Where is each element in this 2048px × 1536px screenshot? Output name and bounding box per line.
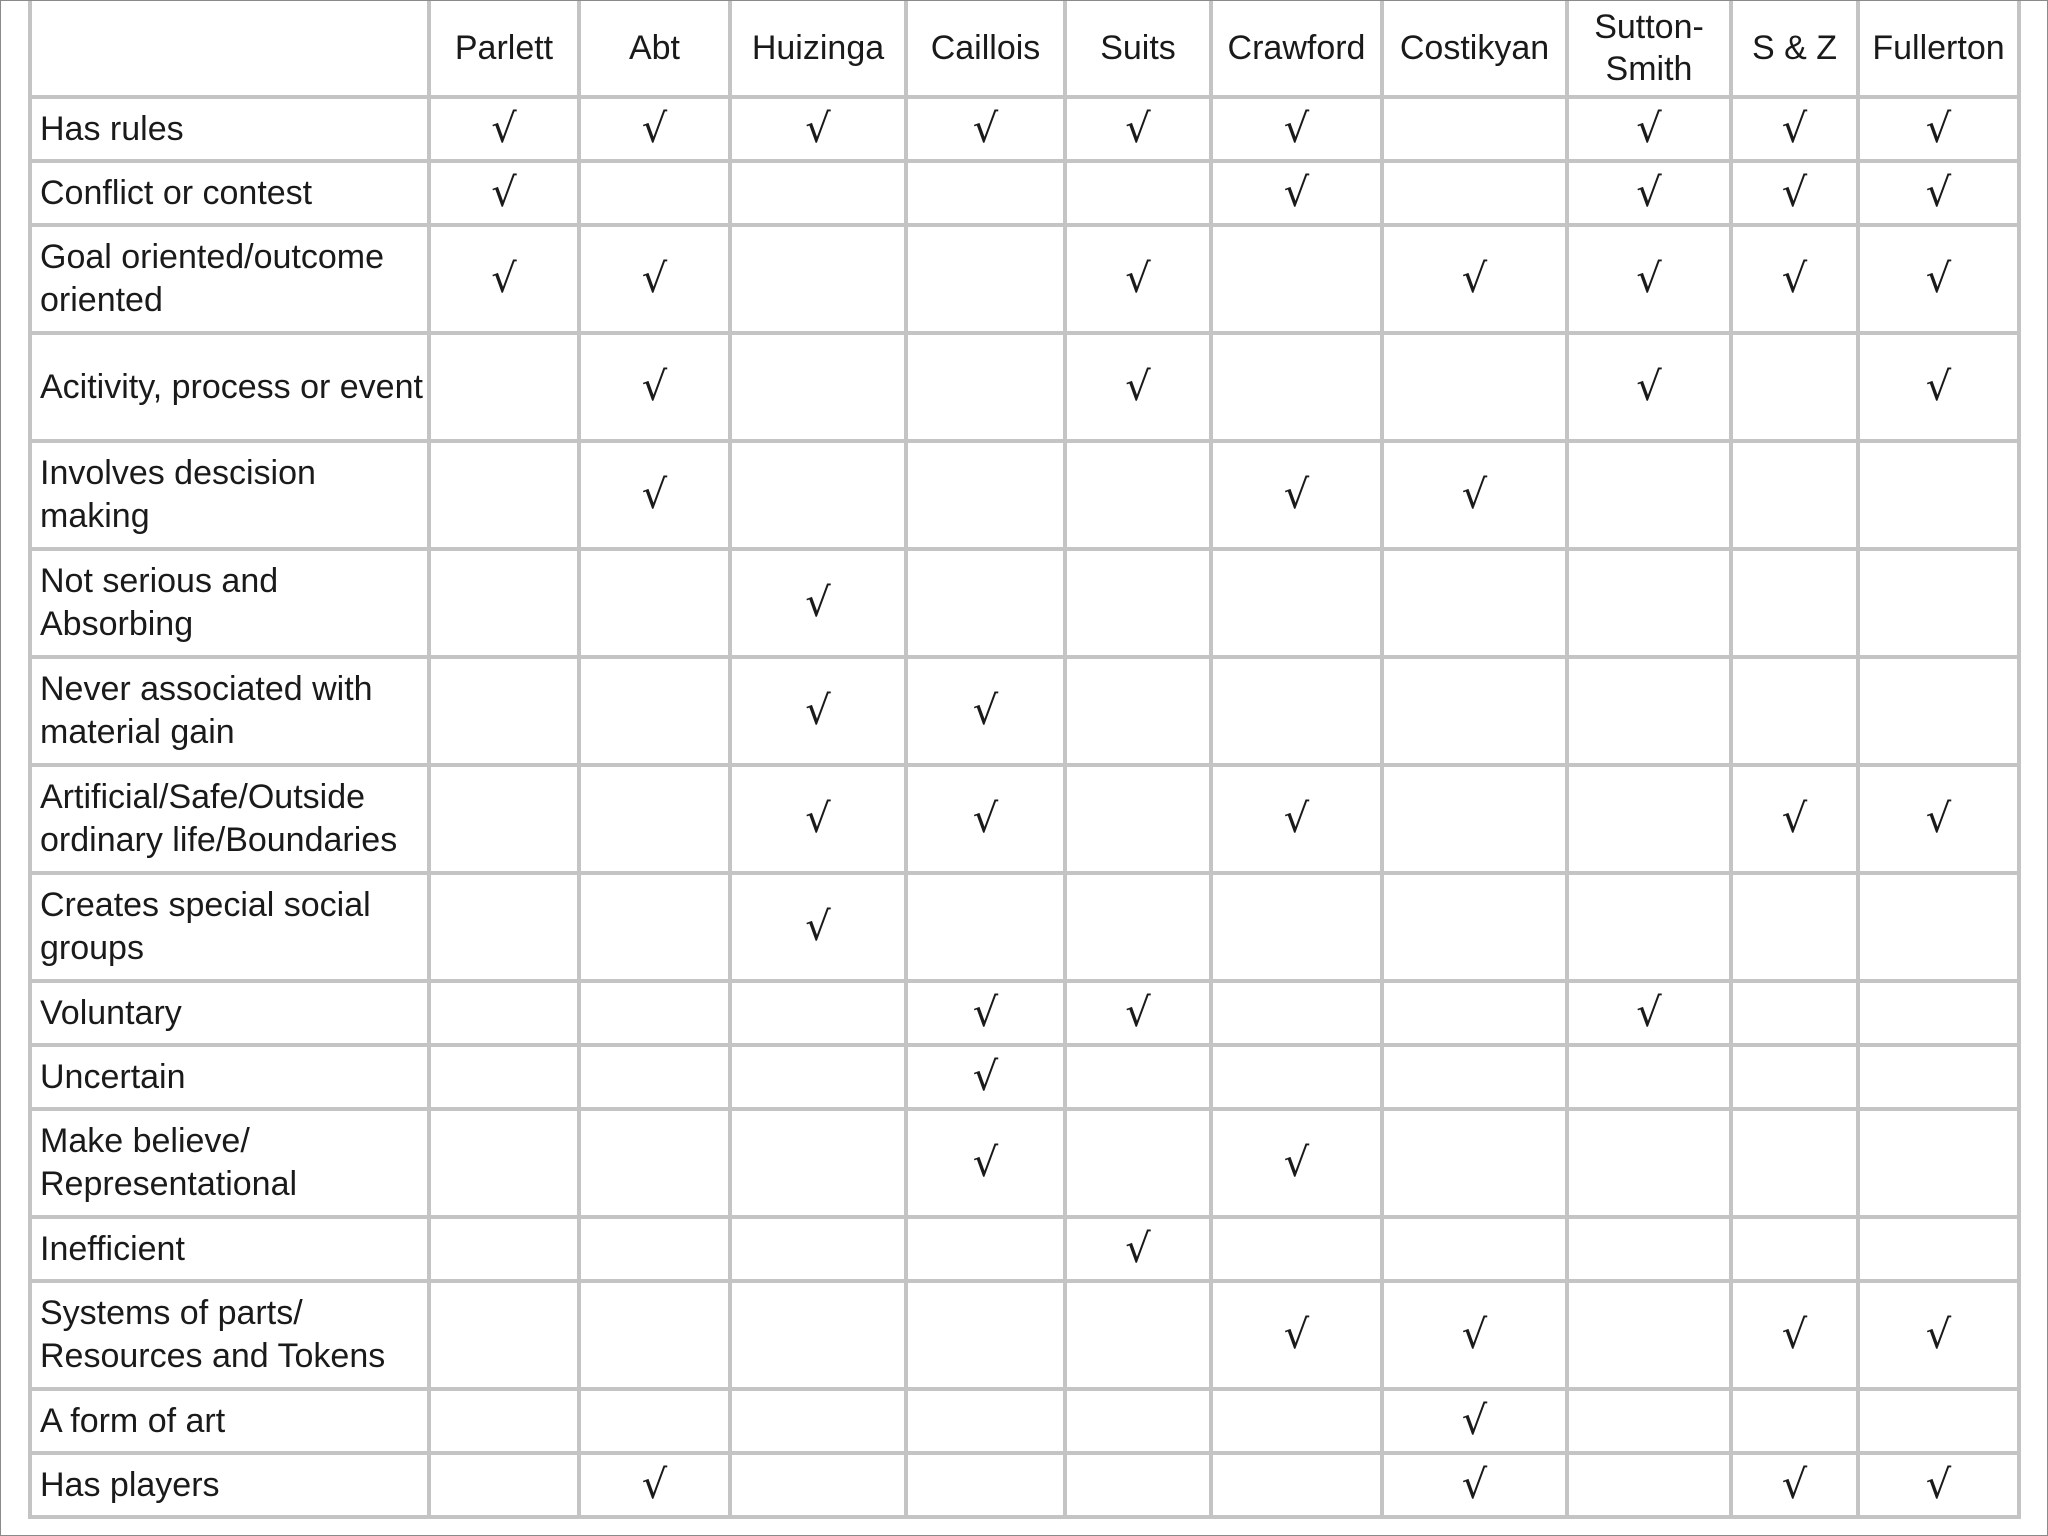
table-cell [1211,981,1382,1045]
check-mark-icon: √ [641,472,668,518]
table-cell [1567,1453,1731,1517]
table-cell [1211,97,1382,161]
table-cell [1567,549,1731,657]
table-cell [1731,873,1858,981]
table-cell [429,549,579,657]
table-row [30,1281,2019,1389]
table-cell [730,981,906,1045]
row-label: Voluntary [30,981,429,1045]
check-mark-icon: √ [1125,1226,1151,1272]
table-cell [1731,1109,1858,1217]
corner-cell [30,1,429,97]
table-cell [1211,1389,1382,1453]
check-mark-icon: √ [972,688,999,734]
table-cell [730,1045,906,1109]
check-mark-icon: √ [1636,256,1662,302]
table-cell [429,1045,579,1109]
table-cell [906,873,1065,981]
table-cell [1567,657,1731,765]
row-label: Systems of parts/ Resources and Tokens [30,1281,429,1389]
check-mark-icon: √ [1781,106,1808,152]
check-mark-icon: √ [491,170,517,216]
table-row [30,225,2019,333]
table-cell [1382,97,1567,161]
table-cell [429,657,579,765]
check-mark-icon: √ [805,688,831,734]
table-cell [1211,549,1382,657]
table-cell [1567,97,1731,161]
table-cell [730,161,906,225]
table-cell [1858,225,2019,333]
table-cell [906,1281,1065,1389]
table-cell [1065,333,1211,441]
column-header: Crawford [1211,1,1382,97]
check-mark-icon: √ [1283,1312,1310,1358]
table-cell [906,225,1065,333]
check-mark-icon: √ [1283,170,1310,216]
table-cell [1211,441,1382,549]
table-cell [1065,441,1211,549]
table-cell [579,657,730,765]
check-mark-icon: √ [1125,990,1151,1036]
check-mark-icon: √ [1461,256,1488,302]
row-label: Has rules [30,97,429,161]
table-cell [1211,333,1382,441]
check-mark-icon: √ [641,256,668,302]
table-row [30,549,2019,657]
table-cell [730,657,906,765]
table-cell [579,1389,730,1453]
check-mark-icon: √ [1461,1398,1488,1444]
table-cell [730,1453,906,1517]
check-mark-icon: √ [805,580,831,626]
check-mark-icon: √ [1925,170,1952,216]
game-definition-comparison-table [28,1,2021,1519]
table-cell [1731,1389,1858,1453]
table-cell [1065,225,1211,333]
check-mark-icon: √ [1461,1462,1488,1508]
table-cell [906,981,1065,1045]
table-cell [1731,1045,1858,1109]
table-cell [1065,1389,1211,1453]
table-cell [730,765,906,873]
table-cell [579,981,730,1045]
table-cell [1731,765,1858,873]
table-cell [429,1109,579,1217]
table-cell [1731,333,1858,441]
table-cell [1858,1281,2019,1389]
check-mark-icon: √ [1636,106,1662,152]
table-cell [906,1045,1065,1109]
table-cell [906,765,1065,873]
table-cell [1211,161,1382,225]
table-cell [1731,225,1858,333]
table-cell [579,97,730,161]
table-cell [730,1217,906,1281]
table-cell [906,161,1065,225]
table-cell [1858,1453,2019,1517]
check-mark-icon: √ [491,106,517,152]
column-header: Caillois [906,1,1065,97]
check-mark-icon: √ [1781,1312,1808,1358]
check-mark-icon: √ [1125,364,1151,410]
table-cell [1567,225,1731,333]
column-header: Fullerton [1858,1,2019,97]
column-header: Parlett [429,1,579,97]
check-mark-icon: √ [1125,106,1151,152]
column-header: Abt [579,1,730,97]
check-mark-icon: √ [1925,364,1952,410]
table-row [30,333,2019,441]
check-mark-icon: √ [1125,256,1151,302]
table-cell [1858,1045,2019,1109]
table-cell [1382,1217,1567,1281]
table-cell [1567,765,1731,873]
table-cell [906,97,1065,161]
check-mark-icon: √ [1925,256,1952,302]
check-mark-icon: √ [972,990,999,1036]
table-cell [1858,1389,2019,1453]
table-cell [730,1109,906,1217]
table-cell [1731,657,1858,765]
row-label: Goal oriented/outcome oriented [30,225,429,333]
table-cell [1382,225,1567,333]
table-row [30,161,2019,225]
table-row [30,765,2019,873]
table-cell [429,981,579,1045]
table-cell [906,549,1065,657]
table-cell [1211,657,1382,765]
table-cell [1567,1281,1731,1389]
table-cell [579,1281,730,1389]
table-cell [1567,1389,1731,1453]
column-header: Sutton- Smith [1567,1,1731,97]
check-mark-icon: √ [805,106,831,152]
table-cell [1382,873,1567,981]
row-label: A form of art [30,1389,429,1453]
check-mark-icon: √ [491,256,517,302]
check-mark-icon: √ [1781,1462,1808,1508]
table-row [30,1045,2019,1109]
table-cell [1567,873,1731,981]
table-cell [1211,1045,1382,1109]
table-cell [429,1281,579,1389]
row-label: Not serious and Absorbing [30,549,429,657]
table-cell [1858,441,2019,549]
table-cell [1065,1217,1211,1281]
table-cell [579,333,730,441]
table-cell [579,161,730,225]
table-cell [1211,765,1382,873]
check-mark-icon: √ [805,796,831,842]
check-mark-icon: √ [1925,1312,1952,1358]
table-cell [1567,441,1731,549]
row-label: Never associated with material gain [30,657,429,765]
check-mark-icon: √ [1461,1312,1488,1358]
table-cell [1731,1217,1858,1281]
table-cell [1065,549,1211,657]
table-cell [906,1217,1065,1281]
row-label: Creates special social groups [30,873,429,981]
table-cell [1065,765,1211,873]
table-cell [1858,765,2019,873]
table-cell [730,549,906,657]
check-mark-icon: √ [1781,170,1808,216]
table-cell [1382,1281,1567,1389]
table-cell [1211,225,1382,333]
table-cell [579,1217,730,1281]
table-cell [730,333,906,441]
table-cell [429,225,579,333]
table-cell [429,1453,579,1517]
table-cell [1731,441,1858,549]
table-cell [730,1389,906,1453]
table-cell [1065,873,1211,981]
table-cell [1065,1453,1211,1517]
table-cell [579,1453,730,1517]
table-cell [1858,1217,2019,1281]
check-mark-icon: √ [1283,472,1310,518]
table-cell [1567,161,1731,225]
table-cell [1065,97,1211,161]
check-mark-icon: √ [1283,106,1310,152]
table-row [30,1109,2019,1217]
check-mark-icon: √ [1636,990,1662,1036]
table-cell [1065,981,1211,1045]
check-mark-icon: √ [641,364,668,410]
row-label: Involves descision making [30,441,429,549]
table-row [30,441,2019,549]
table-cell [1211,1217,1382,1281]
row-label: Inefficient [30,1217,429,1281]
table-cell [1567,1045,1731,1109]
table-cell [906,1389,1065,1453]
check-mark-icon: √ [1461,472,1488,518]
row-label: Make believe/ Representational [30,1109,429,1217]
table-cell [1731,549,1858,657]
table-cell [1858,97,2019,161]
table-cell [1065,657,1211,765]
table-row [30,873,2019,981]
table-cell [1858,161,2019,225]
row-label: Has players [30,1453,429,1517]
table-cell [1382,1109,1567,1217]
table-cell [1382,549,1567,657]
table-cell [1382,441,1567,549]
table-cell [730,97,906,161]
table-cell [1382,657,1567,765]
table-cell [579,225,730,333]
table-cell [1858,657,2019,765]
header-row [30,1,2019,97]
table-cell [1731,981,1858,1045]
check-mark-icon: √ [1636,170,1662,216]
table-cell [906,1453,1065,1517]
table-cell [1065,161,1211,225]
table-cell [1567,1217,1731,1281]
check-mark-icon: √ [972,1140,999,1186]
table-cell [1211,1453,1382,1517]
table-cell [1858,549,2019,657]
check-mark-icon: √ [1925,1462,1952,1508]
row-label: Artificial/Safe/Outside ordinary life/Boundaries [30,765,429,873]
column-header: Suits [1065,1,1211,97]
check-mark-icon: √ [641,1462,668,1508]
table-cell [1382,765,1567,873]
table-cell [1065,1109,1211,1217]
table-row [30,1453,2019,1517]
check-mark-icon: √ [972,1054,999,1100]
table-cell [1382,161,1567,225]
table-cell [1382,333,1567,441]
table-cell [1065,1281,1211,1389]
table-cell [906,441,1065,549]
table-cell [429,161,579,225]
table-cell [1858,333,2019,441]
row-label: Conflict or contest [30,161,429,225]
table-cell [906,1109,1065,1217]
row-label: Acitivity, process or event [30,333,429,441]
table-cell [1731,97,1858,161]
table-cell [429,765,579,873]
check-mark-icon: √ [1925,796,1952,842]
table-cell [1382,1389,1567,1453]
table-cell [1567,981,1731,1045]
check-mark-icon: √ [1925,106,1952,152]
table-cell [579,441,730,549]
table-cell [1731,161,1858,225]
table-row [30,1389,2019,1453]
table-cell [1731,1453,1858,1517]
check-mark-icon: √ [805,904,831,950]
table-cell [1382,1453,1567,1517]
table-cell [579,1045,730,1109]
table-body [30,97,2019,1517]
table-cell [429,1217,579,1281]
check-mark-icon: √ [1781,256,1808,302]
table-cell [1211,873,1382,981]
table-cell [1858,873,2019,981]
table-cell [730,873,906,981]
table-cell [730,1281,906,1389]
table-row [30,657,2019,765]
check-mark-icon: √ [972,106,999,152]
table-cell [429,873,579,981]
row-label: Uncertain [30,1045,429,1109]
table-cell [579,873,730,981]
check-mark-icon: √ [972,796,999,842]
table-cell [1731,1281,1858,1389]
table-cell [1211,1109,1382,1217]
table-cell [1382,981,1567,1045]
table-cell [429,1389,579,1453]
column-header: S & Z [1731,1,1858,97]
table-cell [1211,1281,1382,1389]
table-cell [1858,1109,2019,1217]
check-mark-icon: √ [1283,796,1310,842]
table-cell [730,225,906,333]
table-cell [730,441,906,549]
column-header: Huizinga [730,1,906,97]
check-mark-icon: √ [641,106,668,152]
check-mark-icon: √ [1636,364,1662,410]
table-cell [429,441,579,549]
table-row [30,97,2019,161]
column-header: Costikyan [1382,1,1567,97]
table-cell [1567,333,1731,441]
check-mark-icon: √ [1283,1140,1310,1186]
table-cell [429,97,579,161]
table-row [30,1217,2019,1281]
check-mark-icon: √ [1781,796,1808,842]
table-cell [1065,1045,1211,1109]
table-cell [579,1109,730,1217]
table-cell [1382,1045,1567,1109]
table-cell [1858,981,2019,1045]
table-cell [906,333,1065,441]
table-cell [1567,1109,1731,1217]
table-row [30,981,2019,1045]
table-cell [906,657,1065,765]
table-cell [429,333,579,441]
table-cell [579,765,730,873]
table-cell [579,549,730,657]
